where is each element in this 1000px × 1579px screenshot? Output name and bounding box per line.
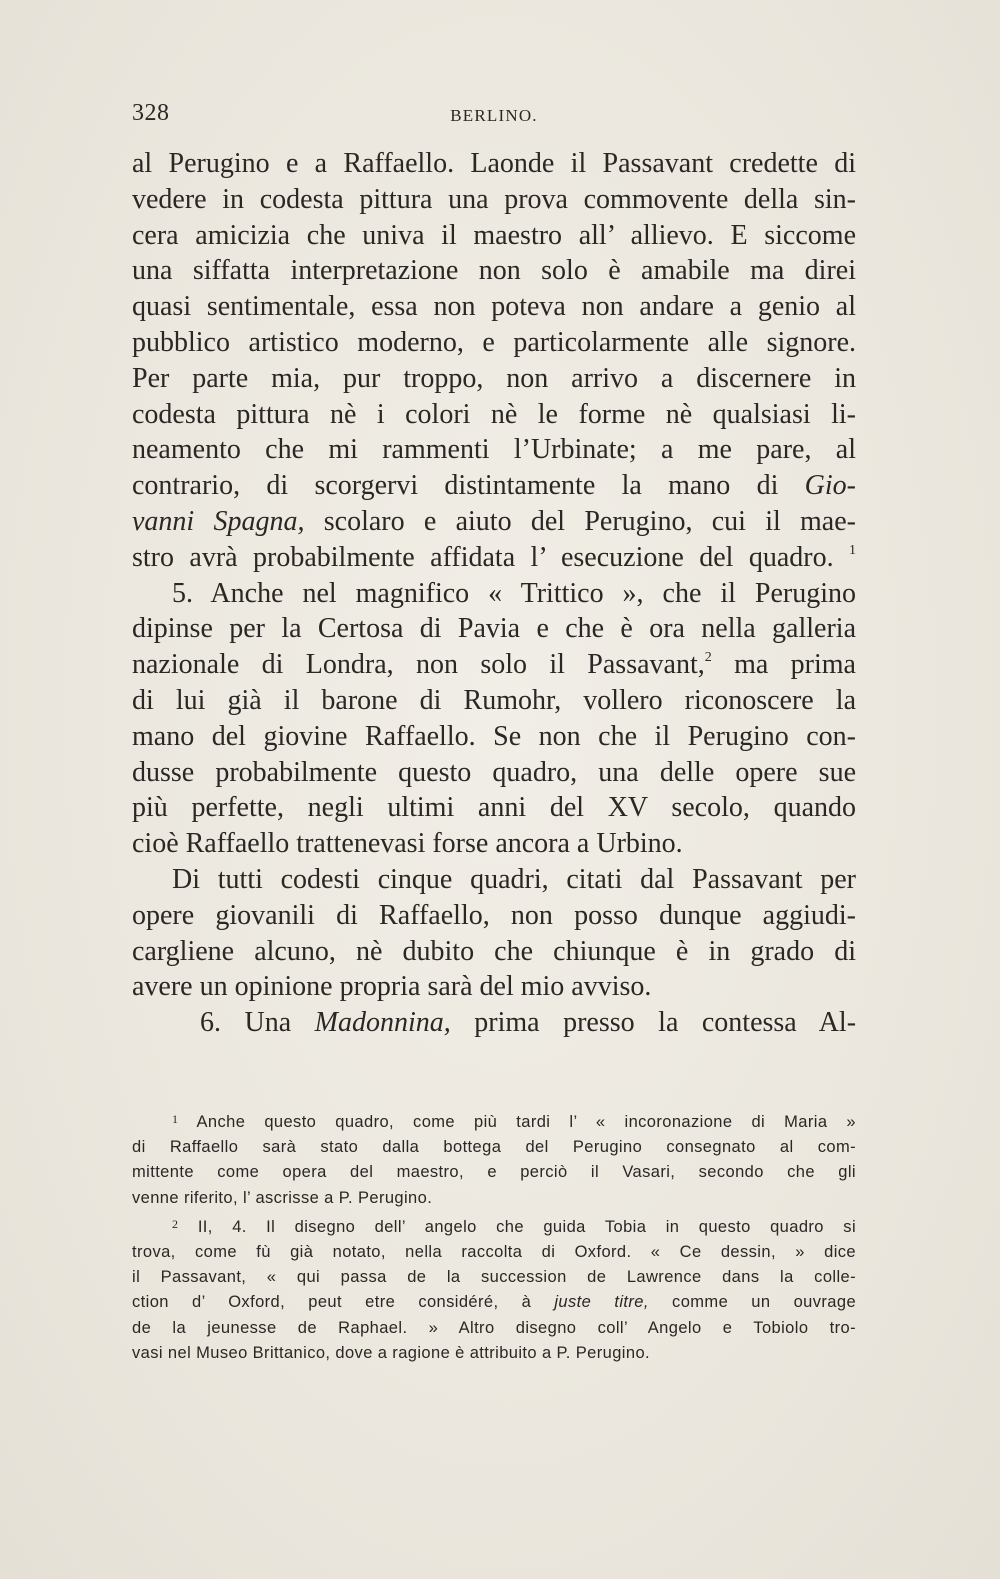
text-line: dipinse per la Certosa di Pavia e che è ora nella galleria xyxy=(132,613,856,645)
body-text xyxy=(132,146,856,1041)
text-line: quasi sentimentale, essa non poteva non andare a genio al xyxy=(132,291,856,323)
text-line: avere un opinione propria sarà del mio avviso. xyxy=(132,971,652,1003)
footnote-line xyxy=(132,1215,856,1240)
italic-title: Madonnina, xyxy=(314,1007,451,1039)
footnote-line: mittente come opera del maestro, e perciò il Vasari, secondo che gli xyxy=(132,1163,856,1182)
footnote-line: venne riferito, l’ ascrisse a P. Perugino. xyxy=(132,1188,433,1207)
text-line xyxy=(132,1005,856,1041)
text-line: pubblico artistico moderno, e particolarmente alle signore. xyxy=(132,326,856,358)
text-line: 5. Anche nel magnifico « Trittico », che il Perugino xyxy=(172,577,856,609)
footnotes xyxy=(132,1110,856,1366)
text-line xyxy=(132,504,856,540)
footnote-line: di Raffaello sarà stato dalla bottega del Perugino consegnato al com- xyxy=(132,1138,856,1157)
text-line: Per parte mia, pur troppo, non arrivo a discernere in xyxy=(132,362,856,394)
footnote-1 xyxy=(132,1110,856,1211)
text-line: Di tutti codesti cinque quadri, citati dal Passavant per xyxy=(172,863,856,895)
footnote-2 xyxy=(132,1215,856,1366)
text-segment: stro avrà probabilmente affidata l’ esecuzione del quadro. xyxy=(132,541,834,573)
text-line xyxy=(132,540,856,576)
text-line: neamento che mi rammenti l’Urbinate; a me pare, al xyxy=(132,434,856,466)
text-line: una siffatta interpretazione non solo è amabile ma direi xyxy=(132,255,856,287)
text-line: dusse probabilmente questo quadro, una delle opere sue xyxy=(132,756,856,788)
text-segment: contrario, di scorgervi distintamente la mano di xyxy=(132,470,779,502)
footnote-marker: 1 xyxy=(172,1112,179,1126)
text-line: al Perugino e a Raffaello. Laonde il Passavant credette di xyxy=(132,148,856,179)
text-line: cera amicizia che univa il maestro all’ allievo. E siccome xyxy=(132,219,856,251)
footnote-line: de la jeunesse de Raphael. » Altro disegno coll’ Angelo e Tobiolo tro- xyxy=(132,1318,856,1337)
footnote-line xyxy=(132,1110,856,1135)
text-segment: comme un ouvrage xyxy=(672,1293,857,1312)
footnote-ref: 2 xyxy=(704,650,712,666)
text-segment: scolaro e aiuto del Perugino, cui il mae- xyxy=(323,505,856,537)
text-line: cioè Raffaello trattenevasi forse ancora a Urbino. xyxy=(132,828,683,860)
text-segment: ma prima xyxy=(734,649,856,681)
running-title: BERLINO. xyxy=(450,106,538,125)
text-segment: ction d’ Oxford, peut etre considéré, à xyxy=(132,1293,532,1312)
footnote-ref: 1 xyxy=(849,542,857,558)
running-head xyxy=(132,100,856,134)
text-line xyxy=(132,647,856,683)
page-number: 328 xyxy=(132,100,170,126)
text-line: mano del giovine Raffaello. Se non che il Perugino con- xyxy=(132,720,856,752)
footnote-line xyxy=(132,1290,856,1315)
text-segment: Anche questo quadro, come più tardi l’ « incoronazione di Maria » xyxy=(196,1113,856,1131)
footnote-line: trova, come fù già notato, nella raccolta di Oxford. « Ce dessin, » dice xyxy=(132,1242,856,1261)
text-line: più perfette, negli ultimi anni del XV secolo, quando xyxy=(132,792,856,824)
text-segment: II, 4. Il disegno dell’ angelo che guida Tobia in questo quadro si xyxy=(197,1217,857,1236)
text-segment: nazionale di Londra, non solo il Passavant, xyxy=(132,649,705,681)
text-line xyxy=(132,468,856,504)
text-segment: prima presso la contessa Al- xyxy=(474,1007,857,1039)
italic-name: Gio- xyxy=(804,470,856,502)
text-segment: 6. Una xyxy=(200,1007,292,1039)
footnote-marker: 2 xyxy=(172,1216,179,1231)
text-line: vedere in codesta pittura una prova commovente della sin- xyxy=(132,183,856,215)
italic-name: vanni Spagna, xyxy=(132,505,305,537)
text-line: di lui già il barone di Rumohr, vollero riconoscere la xyxy=(132,684,856,716)
text-line: opere giovanili di Raffaello, non posso dunque aggiudi- xyxy=(132,899,856,931)
text-line: cargliene alcuno, nè dubito che chiunque è in grado di xyxy=(132,935,856,967)
footnote-line: il Passavant, « qui passa de la succession de Lawrence dans la colle- xyxy=(132,1268,856,1287)
italic-phrase: juste titre, xyxy=(554,1293,649,1312)
footnote-line: vasi nel Museo Brittanico, dove a ragione è attribuito a P. Perugino. xyxy=(132,1343,651,1362)
text-line: codesta pittura nè i colori nè le forme nè qualsiasi li- xyxy=(132,398,856,430)
